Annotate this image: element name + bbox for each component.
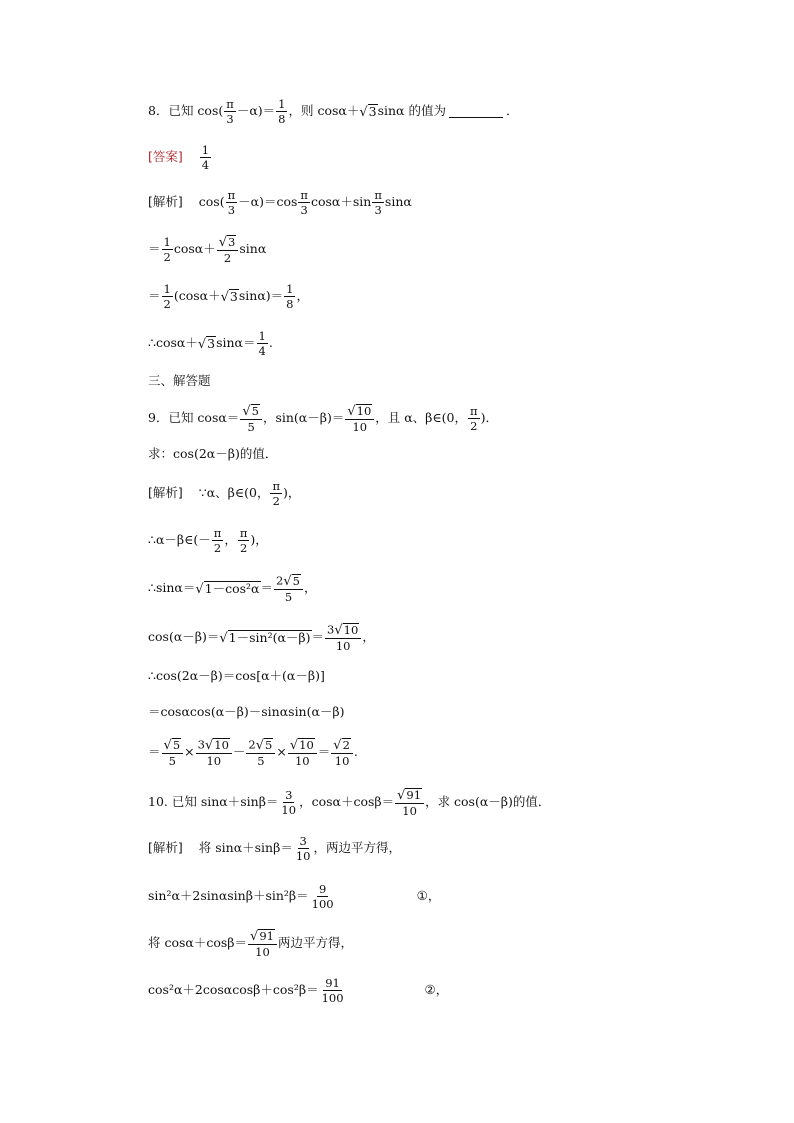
q8-answer-frac xyxy=(200,144,211,171)
q10-b1-text-b: ，两边平方得， xyxy=(313,840,401,856)
q8-analysis-line-2: ＝ $\frac{1}{2}$ cosα＋ √ 3 2 sinα xyxy=(148,234,267,265)
q10-b2-text-a: sin²α＋2sinαsinβ＋sin²β＝ xyxy=(148,888,309,904)
q8-sqrt-3: √ 3 xyxy=(359,104,377,120)
equation-marker-1: ①， xyxy=(416,888,441,904)
q8-stem-text-d: sinα 的值为 xyxy=(377,103,446,119)
q10-b3-text-b: 两边平方得， xyxy=(277,935,353,951)
q8-stem xyxy=(148,98,518,125)
q8-l1-text-a: cos( xyxy=(198,194,225,210)
analysis-tag: [解析] xyxy=(148,485,183,501)
q8-l3-text-a: ＝ xyxy=(148,288,161,304)
q8-l1-text-d: sinα xyxy=(384,194,412,210)
q10-analysis-line-3: 将 cosα＋cosβ＝ √ 91 10 两边平方得， xyxy=(148,928,353,959)
q9-a4-end: ， xyxy=(362,629,375,645)
q9-a3-end: ， xyxy=(303,580,317,596)
equals-sign: ＝ xyxy=(317,744,331,760)
frac-num: π xyxy=(226,97,234,111)
q10-analysis-line-2: sin²α＋2sinαsinβ＋sin²β＝ $\frac{9}{100}$ ①， xyxy=(148,882,441,912)
q9-a7-text-a: ＝ xyxy=(148,744,161,760)
q9-a4-text-a: cos(α－β)＝ xyxy=(148,629,220,645)
q9-stem-text-d: )． xyxy=(480,410,498,426)
q8-l4-text-b: sinα＝ xyxy=(216,335,256,351)
q10-stem-text-b: ，cosα＋cosβ＝ xyxy=(299,794,395,810)
q10-analysis-line-4: cos²α＋2cosαcosβ＋cos²β＝ $\frac{91}{100}$ ②， xyxy=(148,976,449,1006)
q9-a7-end: . xyxy=(353,744,358,760)
q10-b4-text-a: cos²α＋2cosαcosβ＋cos²β＝ xyxy=(148,982,319,998)
q9-a3-text-a: ∴sinα＝ xyxy=(148,580,196,596)
q8-l3-text-c: sinα)＝ xyxy=(238,288,284,304)
q9-analysis-line-1: [解析] ∵α、β∈(0， $\frac{\pi}{2}$ )， xyxy=(148,479,301,509)
q9-analysis-line-7: ＝ √ 5 5 × 3 √ 10 10 － 2 √ 5 5 × √ 10 10 ＝ √ 2 10 . xyxy=(148,737,358,768)
frac-den: 3 xyxy=(226,112,234,127)
equation-marker-2: ②， xyxy=(424,982,449,998)
q9-a3-text-b: ＝ xyxy=(260,580,274,596)
q9-stem-text-b: ，sin(α－β)＝ xyxy=(262,410,345,426)
q8-l2-text-a: ＝ xyxy=(148,241,161,257)
q10-stem-text-a: 10. 已知 sinα＋sinβ＝ xyxy=(148,794,279,810)
q10-b1-text-a: 将 sinα＋sinβ＝ xyxy=(198,840,293,856)
q8-l1-text-b: －α)＝cos xyxy=(238,194,298,210)
answer-blank xyxy=(449,105,503,118)
q9-stem: 9．已知 cosα＝ √ 5 5 ，sin(α－β)＝ √ 10 10 ，且 α、β∈(0， $\frac{\pi}{2}$ )． xyxy=(148,403,498,434)
q8-analysis-line-3: ＝ $\frac{1}{2}$ (cosα＋ √ 3 sinα)＝ $\frac{1}{8}$ ， xyxy=(148,282,309,312)
answer-tag: [答案] xyxy=(148,149,183,165)
q8-l4-text-a: ∴cosα＋ xyxy=(148,335,198,351)
q8-frac-1-over-8 xyxy=(276,98,287,125)
q9-stem-text-a: 9．已知 cosα＝ xyxy=(148,410,240,426)
section-heading: 三、解答题 xyxy=(148,373,211,388)
q8-answer xyxy=(148,144,212,171)
frac-num: 1 xyxy=(201,143,210,157)
q8-analysis-line-4: ∴cosα＋ √ 3 sinα＝ $\frac{1}{4}$ . xyxy=(148,329,273,359)
q8-l1-text-c: cosα＋sin xyxy=(310,194,372,210)
q8-analysis-line-1: [解析] cos( $\frac{\pi}{3}$ －α)＝cos $\frac{\pi}{3}$ cosα＋sin $\frac{\pi}{3}$ sinα xyxy=(148,188,412,218)
times-sign: × xyxy=(276,744,287,760)
times-sign: × xyxy=(184,744,195,760)
q9-a1-text-a: ∵α、β∈(0， xyxy=(198,485,270,501)
q10-stem: 10. 已知 sinα＋sinβ＝ $\frac{3}{10}$ ，cosα＋cosβ＝ √ 91 10 ，求 cos(α－β)的值． xyxy=(148,787,551,818)
q8-frac-pi-over-3 xyxy=(224,98,236,125)
frac-den: 4 xyxy=(201,158,210,173)
q9-analysis-line-6: ＝cosαcos(α－β)－sinαsin(α－β) xyxy=(148,704,345,719)
q10-analysis-line-1: [解析] 将 sinα＋sinβ＝ $\frac{3}{10}$ ，两边平方得， xyxy=(148,834,401,864)
q8-l3-end: ， xyxy=(296,288,309,304)
q9-analysis-line-2: ∴α－β∈(－ $\frac{\pi}{2}$ ， $\frac{\pi}{2}$ )， xyxy=(148,526,268,556)
q9-a2-text-c: )， xyxy=(250,532,268,548)
q9-analysis-line-3: ∴sinα＝ √ 1－cos²α ＝ 2 √ 5 5 ， xyxy=(148,573,317,604)
q9-analysis-line-4: cos(α－β)＝ √ 1－sin²(α－β) ＝ 3 √ 10 10 ， xyxy=(148,622,375,653)
q9-ask: 求：cos(2α－β)的值． xyxy=(148,446,278,461)
analysis-tag: [解析] xyxy=(148,840,183,856)
q9-stem-text-c: ，且 α、β∈(0， xyxy=(375,410,467,426)
q9-analysis-line-5: ∴cos(2α－β)＝cos[α＋(α－β)] xyxy=(148,668,325,683)
q8-stem-text-c: ，则 cosα＋ xyxy=(288,103,360,119)
frac-num: 1 xyxy=(278,97,286,111)
analysis-tag: [解析] xyxy=(148,194,183,210)
q10-stem-text-c: ，求 cos(α－β)的值． xyxy=(425,794,551,810)
q9-a2-text-a: ∴α－β∈(－ xyxy=(148,532,211,548)
q8-l4-end: . xyxy=(268,335,273,351)
q9-a4-text-b: ＝ xyxy=(311,629,325,645)
q10-b3-text-a: 将 cosα＋cosβ＝ xyxy=(148,935,248,951)
q8-l2-text-b: cosα＋ xyxy=(173,241,216,257)
frac-den: 8 xyxy=(278,112,286,127)
minus-sign: － xyxy=(232,744,246,760)
q8-stem-end: ． xyxy=(505,103,519,119)
q8-l2-text-c: sinα xyxy=(239,241,267,257)
q9-a2-text-b: ， xyxy=(224,532,237,548)
q8-stem-text-a: 8．已知 cos( xyxy=(148,103,224,119)
q9-a1-text-b: )， xyxy=(283,485,301,501)
q8-stem-text-b: －α)＝ xyxy=(236,103,276,119)
q8-l3-text-b: (cosα＋ xyxy=(173,288,221,304)
